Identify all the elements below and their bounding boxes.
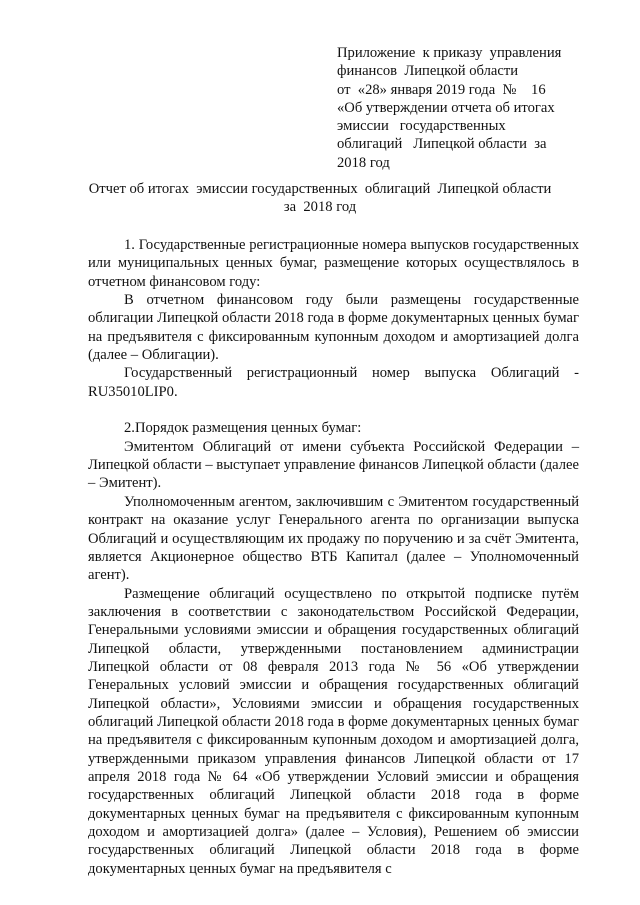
- title-line: за 2018 год: [283, 199, 357, 216]
- document-title: [62, 180, 578, 217]
- appendix-line: «Об утверждении отчета об итогах: [337, 99, 555, 116]
- title-line: Отчет об итогах эмиссии государственных облигаций Липецкой области: [88, 181, 552, 197]
- document-body: [88, 236, 579, 878]
- appendix-line: облигаций Липецкой области за: [337, 136, 547, 153]
- appendix-line: эмиссии государственных: [337, 118, 506, 135]
- appendix-line: от «28» января 2019 года № 16: [337, 81, 546, 98]
- paragraph: В отчетном финансовом году были размещены государственные облигации Липецкой области 2018 года в форме документарных ценных бумаг на предъявителя с фиксированным купонным доходом и амортизацией долга (далее – Облигации).: [88, 292, 579, 364]
- appendix-line: финансов Липецкой области: [337, 63, 519, 80]
- section-1-heading: 1. Государственные регистрационные номера выпусков государственных или муниципальных ценных бумаг, размещение которых осуществлялось в отчетном финансовом году:: [88, 237, 579, 290]
- paragraph: Размещение облигаций осуществлено по открытой подписке путём заключения в соответствии с законодательством Российской Федерации, Генеральными условиями эмиссии и обращения государственных облигаций Липецкой области, утвержденными постановлением администрации Липецкой области от 08 февраля 2013 года № 56 «Об утверждении Генеральных условий эмиссии и обращения государственных облигаций Липецкой области», Условиями эмиссии и обращения государственных облигаций Липецкой области 2018 года в форме документарных ценных бумаг на предъявителя с фиксированным купонным доходом и амортизацией долга, утвержденными приказом управления финансов Липецкой области от 17 апреля 2018 года № 64 «Об утверждении Условий эмиссии и обращения государственных облигаций Липецкой области 2018 года в форме документарных ценных бумаг на предъявителя с фиксированным купонным доходом и амортизацией долга» (далее – Условия), Решением об эмиссии государственных облигаций Липецкой области 2018 года в форме документарных ценных бумаг на предъявителя с: [88, 585, 579, 877]
- paragraph: Эмитентом Облигаций от имени субъекта Российской Федерации – Липецкой области – выступает управление финансов Липецкой области (далее – Эмитент).: [88, 438, 579, 492]
- appendix-line: Приложение к приказу управления: [337, 45, 562, 61]
- appendix-header: [337, 44, 587, 172]
- section-2-heading: 2.Порядок размещения ценных бумаг:: [124, 420, 362, 437]
- appendix-line: 2018 год: [337, 154, 390, 171]
- paragraph: Государственный регистрационный номер выпуска Облигаций - RU35010LIP0.: [88, 365, 579, 400]
- paragraph: Уполномоченным агентом, заключившим с Эмитентом государственный контракт на оказание услуг Генерального агента по организации выпуска Облигаций и осуществляющим их продажу по поручению и за счёт Эмитента, является Акционерное общество ВТБ Капитал (далее – Уполномоченный агент).: [88, 493, 579, 584]
